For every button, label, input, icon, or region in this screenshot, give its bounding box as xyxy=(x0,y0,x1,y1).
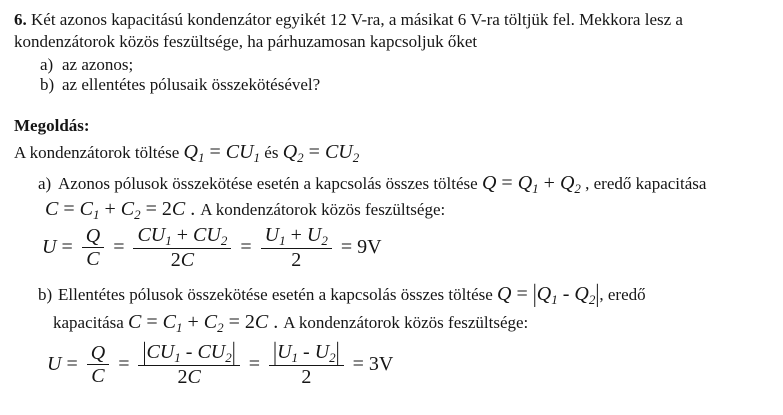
voltage-formula-b xyxy=(47,337,775,388)
option-b-text: az ellentétes pólusaik összekötésével? xyxy=(62,74,321,94)
option-a-marker: a) xyxy=(40,55,54,74)
fraction-q-over-c xyxy=(87,342,109,386)
fraction-numerator: Q xyxy=(90,342,106,364)
fraction-numerator: $U_1 + U_2$ xyxy=(264,224,328,248)
fraction-denominator: C xyxy=(87,364,109,386)
solution-part-b xyxy=(14,279,775,388)
fraction-numerator: Q xyxy=(85,225,101,247)
problem-number: 6. xyxy=(14,10,27,29)
part-a-text: Azonos pólusok összekötése esetén a kapcsolás összes töltése xyxy=(58,174,482,193)
part-b-marker: b) xyxy=(38,285,53,304)
fraction-numerator: $|CU_1 - CU_2|$ xyxy=(142,337,236,367)
fraction-numerator: $|U_1 - U_2|$ xyxy=(273,337,340,367)
formula-b-result: = 3V xyxy=(347,353,394,375)
fraction-denominator: 2C xyxy=(133,248,231,270)
part-b-line-1 xyxy=(38,279,775,309)
option-b-marker: b) xyxy=(40,74,55,94)
fraction-q-over-c xyxy=(82,225,104,269)
charges-prefix: A kondenzátorok töltése xyxy=(14,143,184,162)
part-b-text: Ellentétes pólusok összekötése esetén a kapcsolás összes töltése xyxy=(58,285,498,304)
part-b-suffix: , eredő xyxy=(599,285,646,304)
equals-sign: = xyxy=(243,353,266,375)
option-b xyxy=(40,75,775,95)
part-b-line-2 xyxy=(53,311,775,334)
statement-text-1: Két azonos kapacitású kondenzátor egyikét 12 V-ra, a másikat 6 V-ra töltjük fel. Mekkora lesz a xyxy=(31,10,683,29)
charges-conjunction: és xyxy=(260,143,283,162)
capacitance-equation-b: $C = C_1 + C_2 = 2C$ . xyxy=(128,311,284,335)
total-charge-equation-b: $Q = |Q_1 - Q_2|$ xyxy=(497,279,600,309)
part-b-line-2-prefix: kapacitása xyxy=(53,313,129,332)
part-a-line-2 xyxy=(45,198,775,221)
solution-part-a xyxy=(14,171,775,270)
charge-equation-2: $Q_2 = CU_2$ xyxy=(282,141,360,165)
fraction-denominator: 2C xyxy=(138,365,239,387)
fraction-denominator: 2 xyxy=(269,365,344,387)
part-a-marker: a) xyxy=(38,174,52,193)
formula-b-lhs: U = xyxy=(47,353,83,375)
equals-sign: = xyxy=(235,236,257,258)
capacitance-equation-a: $C = C_1 + C_2 = 2C$ . xyxy=(45,198,201,222)
part-b-line-2-text: A kondenzátorok közös feszültsége: xyxy=(283,313,529,332)
part-a-line-1 xyxy=(38,171,775,197)
option-a xyxy=(40,55,775,75)
fraction-u-difference xyxy=(269,337,344,388)
fraction-denominator: 2 xyxy=(261,248,332,270)
statement-line-2: kondenzátorok közös feszültsége, ha párhuzamosan kapcsoljuk őket xyxy=(14,32,478,51)
equals-sign: = xyxy=(113,353,135,375)
voltage-formula-a xyxy=(42,224,775,270)
formula-a-result: = 9V xyxy=(335,236,382,258)
statement-line-1 xyxy=(14,9,775,31)
fraction-cu-difference xyxy=(138,337,239,388)
fraction-denominator: C xyxy=(82,247,104,269)
solution-heading: Megoldás: xyxy=(14,116,90,135)
fraction-u-sum xyxy=(261,224,332,270)
part-b-line-1-content xyxy=(58,279,646,309)
fraction-cu-sum xyxy=(133,224,231,270)
part-a-line-1-content xyxy=(58,171,706,197)
part-a-suffix: , eredő kapacitása xyxy=(580,174,707,193)
formula-a-lhs: U = xyxy=(42,236,78,258)
problem-statement xyxy=(14,9,775,53)
option-a-text: az azonos; xyxy=(62,55,134,74)
fraction-numerator: $CU_1 + CU_2$ xyxy=(137,224,228,248)
total-charge-equation-a: $Q = Q_1 + Q_2$ xyxy=(481,172,581,196)
part-a-line-2-text: A kondenzátorok közös feszültsége: xyxy=(200,200,446,219)
problem-options xyxy=(40,55,775,94)
equals-sign: = xyxy=(108,236,130,258)
charge-equation-1: $Q_1 = CU_1$ xyxy=(183,141,261,165)
charges-line xyxy=(14,140,775,165)
